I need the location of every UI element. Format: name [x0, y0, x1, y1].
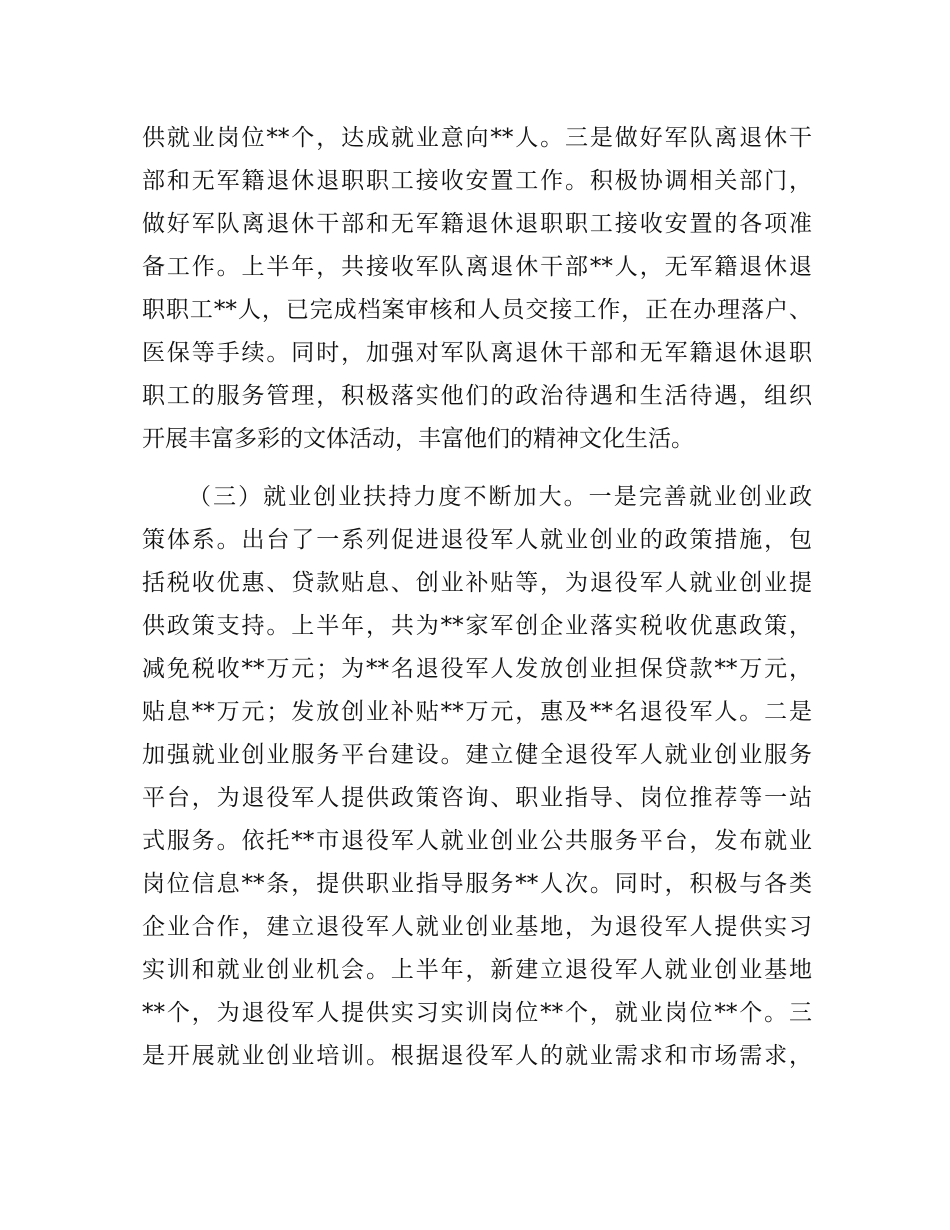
- text-line: 贴息**万元；发放创业补贴**万元，惠及**名退役军人。二是: [142, 699, 812, 725]
- text-line: 平台，为退役军人提供政策咨询、职业指导、岗位推荐等一站: [142, 785, 812, 811]
- text-line: 加强就业创业服务平台建设。建立健全退役军人就业创业服务: [142, 742, 812, 768]
- text-line: 括税收优惠、贷款贴息、创业补贴等，为退役军人就业创业提: [142, 570, 812, 596]
- text-line: **个，为退役军人提供实习实训岗位**个，就业岗位**个。三: [142, 1000, 812, 1026]
- text-line: 做好军队离退休干部和无军籍退休退职职工接收安置的各项准: [142, 211, 812, 237]
- text-line: 职工的服务管理，积极落实他们的政治待遇和生活待遇，组织: [142, 383, 812, 409]
- text-line: 备工作。上半年，共接收军队离退休干部**人，无军籍退休退: [142, 254, 812, 280]
- text-line: 策体系。出台了一系列促进退役军人就业创业的政策措施，包: [142, 527, 812, 553]
- text-line: 供就业岗位**个，达成就业意向**人。三是做好军队离退休干: [142, 125, 812, 151]
- text-line: 减免税收**万元；为**名退役军人发放创业担保贷款**万元，: [142, 656, 812, 682]
- text-line: 开展丰富多彩的文体活动，丰富他们的精神文化生活。: [142, 426, 694, 452]
- text-line: 式服务。依托**市退役军人就业创业公共服务平台，发布就业: [142, 828, 812, 854]
- text-line: 岗位信息**条，提供职业指导服务**人次。同时，积极与各类: [142, 871, 812, 897]
- text-line: 医保等手续。同时，加强对军队离退休干部和无军籍退休退职: [142, 340, 812, 366]
- text-line: 企业合作，建立退役军人就业创业基地，为退役军人提供实习: [142, 914, 812, 940]
- text-line: 实训和就业创业机会。上半年，新建立退役军人就业创业基地: [142, 957, 812, 983]
- text-line: 职职工**人，已完成档案审核和人员交接工作，正在办理落户、: [142, 297, 812, 323]
- text-line: 是开展就业创业培训。根据退役军人的就业需求和市场需求，: [142, 1043, 812, 1069]
- section-heading-line: （三）就业创业扶持力度不断加大。一是完善就业创业政: [188, 484, 812, 510]
- text-line: 供政策支持。上半年，共为**家军创企业落实税收优惠政策，: [142, 613, 812, 639]
- text-line: 部和无军籍退休退职职工接收安置工作。积极协调相关部门，: [142, 168, 812, 194]
